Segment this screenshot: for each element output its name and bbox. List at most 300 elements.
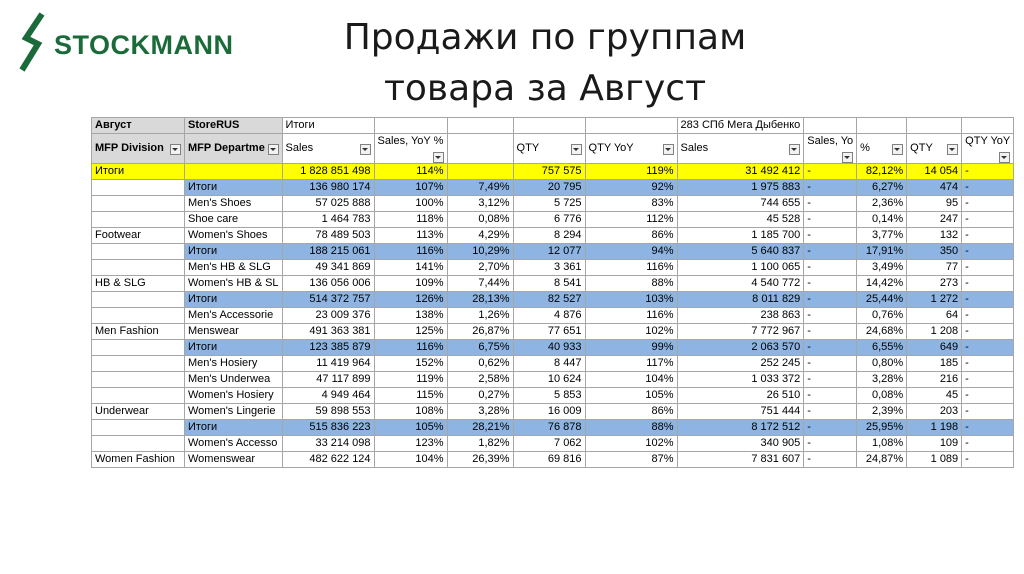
table-cell: 2,39% bbox=[857, 404, 907, 420]
table-cell: 0,27% bbox=[447, 388, 513, 404]
table-cell: 340 905 bbox=[677, 436, 804, 452]
header-cell bbox=[907, 118, 962, 134]
header-cell: Август bbox=[92, 118, 185, 134]
grand-total-cell bbox=[447, 164, 513, 180]
table-cell: - bbox=[804, 436, 857, 452]
table-cell: 26,87% bbox=[447, 324, 513, 340]
column-header-label: MFP Departme bbox=[188, 142, 265, 154]
division-cell bbox=[92, 244, 185, 260]
grand-total-row bbox=[92, 164, 1014, 180]
division-cell bbox=[92, 212, 185, 228]
column-header-label: Sales, YoY % bbox=[377, 135, 444, 147]
table-cell: - bbox=[962, 372, 1014, 388]
table-cell: 1,82% bbox=[447, 436, 513, 452]
table-cell: 87% bbox=[585, 452, 677, 468]
table-cell: 78 489 503 bbox=[282, 228, 374, 244]
grand-total-cell: 14 054 bbox=[907, 164, 962, 180]
table-cell: - bbox=[962, 356, 1014, 372]
table-cell: Women's Accesso bbox=[185, 436, 283, 452]
subtotal-row bbox=[92, 180, 1014, 196]
table-cell: 3,28% bbox=[857, 372, 907, 388]
table-cell: 1 975 883 bbox=[677, 180, 804, 196]
table-cell: 119% bbox=[374, 372, 447, 388]
table-cell: Men's Underwea bbox=[185, 372, 283, 388]
table-cell: 25,95% bbox=[857, 420, 907, 436]
grand-total-cell: 31 492 412 bbox=[677, 164, 804, 180]
table-cell: 24,87% bbox=[857, 452, 907, 468]
table-cell: 100% bbox=[374, 196, 447, 212]
table-cell: - bbox=[962, 196, 1014, 212]
table-cell: Women's Shoes bbox=[185, 228, 283, 244]
header-cell: 283 СПб Мега Дыбенко bbox=[677, 118, 804, 134]
column-header-label: QTY bbox=[910, 142, 933, 154]
table-cell: 40 933 bbox=[513, 340, 585, 356]
table-cell: 5 853 bbox=[513, 388, 585, 404]
table-cell: 88% bbox=[585, 420, 677, 436]
table-cell: Итоги bbox=[185, 292, 283, 308]
table-cell: 116% bbox=[374, 340, 447, 356]
table-cell: 4 876 bbox=[513, 308, 585, 324]
table-cell: - bbox=[962, 420, 1014, 436]
table-cell: - bbox=[804, 372, 857, 388]
table-cell: 77 bbox=[907, 260, 962, 276]
logo-wordmark: STOCKMANN bbox=[54, 30, 234, 60]
column-header-label: QTY YoY bbox=[588, 142, 634, 154]
table-cell: 6,27% bbox=[857, 180, 907, 196]
column-header[interactable] bbox=[857, 134, 907, 164]
table-cell: 514 372 757 bbox=[282, 292, 374, 308]
table-cell: 132 bbox=[907, 228, 962, 244]
table-cell: 1 089 bbox=[907, 452, 962, 468]
table-row bbox=[92, 212, 1014, 228]
subtotal-row bbox=[92, 292, 1014, 308]
table-cell: 3 361 bbox=[513, 260, 585, 276]
table-cell: 1 100 065 bbox=[677, 260, 804, 276]
sales-table bbox=[91, 117, 1014, 468]
table-cell: 3,49% bbox=[857, 260, 907, 276]
table-cell: 0,80% bbox=[857, 356, 907, 372]
table-cell: 136 056 006 bbox=[282, 276, 374, 292]
table-cell: 2,58% bbox=[447, 372, 513, 388]
header-cell bbox=[513, 118, 585, 134]
table-cell: 136 980 174 bbox=[282, 180, 374, 196]
table-cell: - bbox=[804, 244, 857, 260]
column-header[interactable] bbox=[907, 134, 962, 164]
table-cell: 104% bbox=[374, 452, 447, 468]
filter-dropdown-icon[interactable] bbox=[268, 144, 279, 155]
division-cell bbox=[92, 356, 185, 372]
grand-total-cell: - bbox=[804, 164, 857, 180]
table-cell: 33 214 098 bbox=[282, 436, 374, 452]
table-cell: 3,12% bbox=[447, 196, 513, 212]
table-cell: 69 816 bbox=[513, 452, 585, 468]
header-cell: Итоги bbox=[282, 118, 374, 134]
table-cell: 1,08% bbox=[857, 436, 907, 452]
table-cell: 2,36% bbox=[857, 196, 907, 212]
table-cell: 8 447 bbox=[513, 356, 585, 372]
table-cell: - bbox=[804, 340, 857, 356]
table-row bbox=[92, 452, 1014, 468]
table-cell: 57 025 888 bbox=[282, 196, 374, 212]
table-row bbox=[92, 276, 1014, 292]
table-cell: 24,68% bbox=[857, 324, 907, 340]
table-row bbox=[92, 308, 1014, 324]
table-cell: 64 bbox=[907, 308, 962, 324]
table-cell: 0,14% bbox=[857, 212, 907, 228]
header-cell bbox=[962, 118, 1014, 134]
table-cell: - bbox=[804, 196, 857, 212]
table-cell: 17,91% bbox=[857, 244, 907, 260]
table-cell: Men's Shoes bbox=[185, 196, 283, 212]
table-cell: 141% bbox=[374, 260, 447, 276]
header-cell bbox=[804, 118, 857, 134]
column-header[interactable] bbox=[962, 134, 1014, 164]
table-cell: Итоги bbox=[185, 180, 283, 196]
table-cell: 4 540 772 bbox=[677, 276, 804, 292]
column-header-label: QTY bbox=[516, 142, 540, 154]
table-cell: 0,08% bbox=[447, 212, 513, 228]
table-cell: 6,75% bbox=[447, 340, 513, 356]
column-header-label: % bbox=[860, 142, 870, 154]
table-cell: - bbox=[804, 260, 857, 276]
table-cell: 77 651 bbox=[513, 324, 585, 340]
table-cell: 1 185 700 bbox=[677, 228, 804, 244]
table-cell: 108% bbox=[374, 404, 447, 420]
table-cell: Women's Lingerie bbox=[185, 404, 283, 420]
table-cell: 1 208 bbox=[907, 324, 962, 340]
table-cell: - bbox=[962, 292, 1014, 308]
division-cell: Underwear bbox=[92, 404, 185, 420]
column-header-label: MFP Division bbox=[95, 142, 164, 154]
division-cell bbox=[92, 340, 185, 356]
table-cell: - bbox=[962, 260, 1014, 276]
table-cell: 115% bbox=[374, 388, 447, 404]
table-cell: 103% bbox=[585, 292, 677, 308]
table-cell: Итоги bbox=[185, 244, 283, 260]
table-cell: 86% bbox=[585, 228, 677, 244]
table-cell: 105% bbox=[374, 420, 447, 436]
table-cell: 7 062 bbox=[513, 436, 585, 452]
table-cell: 12 077 bbox=[513, 244, 585, 260]
title-line-1: Продажи по группам bbox=[343, 17, 747, 58]
table-cell: - bbox=[962, 180, 1014, 196]
table-cell: - bbox=[804, 276, 857, 292]
filter-dropdown-icon[interactable] bbox=[571, 144, 582, 155]
table-cell: - bbox=[962, 436, 1014, 452]
division-cell bbox=[92, 372, 185, 388]
table-cell: 751 444 bbox=[677, 404, 804, 420]
table-cell: 216 bbox=[907, 372, 962, 388]
table-cell: 6,55% bbox=[857, 340, 907, 356]
stockmann-logo bbox=[12, 8, 262, 74]
filter-dropdown-icon[interactable] bbox=[360, 144, 371, 155]
table-cell: - bbox=[804, 180, 857, 196]
table-row bbox=[92, 260, 1014, 276]
column-header[interactable] bbox=[804, 134, 857, 164]
table-cell: 49 341 869 bbox=[282, 260, 374, 276]
table-cell: 45 bbox=[907, 388, 962, 404]
division-cell bbox=[92, 420, 185, 436]
table-cell: 649 bbox=[907, 340, 962, 356]
table-cell: 86% bbox=[585, 404, 677, 420]
grand-total-cell: 114% bbox=[374, 164, 447, 180]
table-cell: Menswear bbox=[185, 324, 283, 340]
table-cell: 59 898 553 bbox=[282, 404, 374, 420]
header-cell bbox=[447, 118, 513, 134]
table-row bbox=[92, 324, 1014, 340]
table-cell: - bbox=[804, 404, 857, 420]
table-cell: - bbox=[962, 276, 1014, 292]
table-row bbox=[92, 404, 1014, 420]
table-cell: 105% bbox=[585, 388, 677, 404]
stockmann-s-icon bbox=[12, 8, 52, 74]
table-cell: 23 009 376 bbox=[282, 308, 374, 324]
table-cell: 113% bbox=[374, 228, 447, 244]
table-cell: 109% bbox=[374, 276, 447, 292]
table-cell: 116% bbox=[585, 260, 677, 276]
table-cell: 8 541 bbox=[513, 276, 585, 292]
table-cell: 7 772 967 bbox=[677, 324, 804, 340]
table-cell: - bbox=[804, 388, 857, 404]
table-row bbox=[92, 228, 1014, 244]
header-cell bbox=[374, 118, 447, 134]
table-cell: - bbox=[962, 244, 1014, 260]
table-cell: 152% bbox=[374, 356, 447, 372]
table-cell: - bbox=[962, 308, 1014, 324]
grand-total-cell: 119% bbox=[585, 164, 677, 180]
division-cell bbox=[92, 292, 185, 308]
table-cell: 14,42% bbox=[857, 276, 907, 292]
filter-dropdown-icon[interactable] bbox=[892, 144, 903, 155]
table-cell: 8 172 512 bbox=[677, 420, 804, 436]
column-header[interactable] bbox=[92, 134, 185, 164]
table-row bbox=[92, 196, 1014, 212]
division-cell bbox=[92, 308, 185, 324]
division-cell bbox=[92, 180, 185, 196]
table-cell: 5 725 bbox=[513, 196, 585, 212]
grand-total-cell: 757 575 bbox=[513, 164, 585, 180]
subtotal-row bbox=[92, 420, 1014, 436]
table-cell: 123 385 879 bbox=[282, 340, 374, 356]
header-row-2 bbox=[92, 134, 1014, 164]
header-cell: StoreRUS bbox=[185, 118, 283, 134]
table-cell: Women's HB & SL bbox=[185, 276, 283, 292]
table-cell: 6 776 bbox=[513, 212, 585, 228]
page-title bbox=[300, 12, 790, 114]
table-cell: 474 bbox=[907, 180, 962, 196]
table-cell: 20 795 bbox=[513, 180, 585, 196]
filter-dropdown-icon[interactable] bbox=[789, 144, 800, 155]
table-cell: - bbox=[962, 388, 1014, 404]
table-cell: - bbox=[962, 324, 1014, 340]
table-cell: 1 464 783 bbox=[282, 212, 374, 228]
grand-total-cell: 1 828 851 498 bbox=[282, 164, 374, 180]
table-cell: 92% bbox=[585, 180, 677, 196]
table-cell: 7,44% bbox=[447, 276, 513, 292]
table-cell: 112% bbox=[585, 212, 677, 228]
division-cell bbox=[92, 388, 185, 404]
table-cell: 76 878 bbox=[513, 420, 585, 436]
table-cell: - bbox=[804, 228, 857, 244]
table-cell: 4 949 464 bbox=[282, 388, 374, 404]
table-cell: 185 bbox=[907, 356, 962, 372]
table-cell: 491 363 381 bbox=[282, 324, 374, 340]
table-cell: 7 831 607 bbox=[677, 452, 804, 468]
table-cell: 25,44% bbox=[857, 292, 907, 308]
table-cell: - bbox=[804, 420, 857, 436]
filter-dropdown-icon[interactable] bbox=[170, 144, 181, 155]
column-header[interactable] bbox=[447, 134, 513, 164]
table-cell: 2,70% bbox=[447, 260, 513, 276]
header-cell bbox=[857, 118, 907, 134]
table-cell: 26 510 bbox=[677, 388, 804, 404]
table-cell: 7,49% bbox=[447, 180, 513, 196]
table-cell: 125% bbox=[374, 324, 447, 340]
table-cell: Women's Hosiery bbox=[185, 388, 283, 404]
table-cell: 3,28% bbox=[447, 404, 513, 420]
table-cell: 116% bbox=[585, 308, 677, 324]
table-row bbox=[92, 388, 1014, 404]
table-cell: 2 063 570 bbox=[677, 340, 804, 356]
table-cell: - bbox=[962, 340, 1014, 356]
table-cell: 138% bbox=[374, 308, 447, 324]
table-cell: - bbox=[804, 452, 857, 468]
filter-dropdown-icon[interactable] bbox=[663, 144, 674, 155]
table-cell: 8 294 bbox=[513, 228, 585, 244]
grand-total-cell bbox=[185, 164, 283, 180]
table-cell: 1,26% bbox=[447, 308, 513, 324]
division-cell bbox=[92, 260, 185, 276]
table-cell: 10 624 bbox=[513, 372, 585, 388]
table-row bbox=[92, 356, 1014, 372]
table-cell: 3,77% bbox=[857, 228, 907, 244]
table-cell: 5 640 837 bbox=[677, 244, 804, 260]
table-cell: - bbox=[962, 228, 1014, 244]
table-cell: 28,13% bbox=[447, 292, 513, 308]
table-cell: 104% bbox=[585, 372, 677, 388]
table-cell: 16 009 bbox=[513, 404, 585, 420]
table-cell: 203 bbox=[907, 404, 962, 420]
table-cell: 4,29% bbox=[447, 228, 513, 244]
column-header[interactable] bbox=[185, 134, 283, 164]
header-cell bbox=[585, 118, 677, 134]
table-cell: 188 215 061 bbox=[282, 244, 374, 260]
table-cell: - bbox=[804, 308, 857, 324]
table-cell: Womenswear bbox=[185, 452, 283, 468]
table-cell: 95 bbox=[907, 196, 962, 212]
table-cell: 123% bbox=[374, 436, 447, 452]
table-cell: 45 528 bbox=[677, 212, 804, 228]
table-cell: 109 bbox=[907, 436, 962, 452]
table-cell: 118% bbox=[374, 212, 447, 228]
table-cell: 26,39% bbox=[447, 452, 513, 468]
table-cell: 107% bbox=[374, 180, 447, 196]
filter-dropdown-icon[interactable] bbox=[433, 152, 444, 163]
grand-total-cell: Итоги bbox=[92, 164, 185, 180]
table-cell: 515 836 223 bbox=[282, 420, 374, 436]
table-cell: 102% bbox=[585, 436, 677, 452]
division-cell bbox=[92, 196, 185, 212]
table-cell: 99% bbox=[585, 340, 677, 356]
column-header[interactable] bbox=[677, 134, 804, 164]
table-cell: 0,62% bbox=[447, 356, 513, 372]
division-cell: Women Fashion bbox=[92, 452, 185, 468]
division-cell: HB & SLG bbox=[92, 276, 185, 292]
table-cell: 273 bbox=[907, 276, 962, 292]
table-cell: 47 117 899 bbox=[282, 372, 374, 388]
table-cell: 94% bbox=[585, 244, 677, 260]
column-header[interactable] bbox=[374, 134, 447, 164]
subtotal-row bbox=[92, 244, 1014, 260]
subtotal-row bbox=[92, 340, 1014, 356]
column-header-label: QTY YoY bbox=[965, 135, 1011, 147]
table-cell: 1 033 372 bbox=[677, 372, 804, 388]
table-cell: Shoe care bbox=[185, 212, 283, 228]
table-cell: - bbox=[804, 324, 857, 340]
table-cell: 82 527 bbox=[513, 292, 585, 308]
division-cell: Men Fashion bbox=[92, 324, 185, 340]
column-header-label: Sales, Yo bbox=[807, 135, 854, 147]
table-cell: Men's Accessorie bbox=[185, 308, 283, 324]
table-cell: - bbox=[962, 404, 1014, 420]
table-cell: 252 245 bbox=[677, 356, 804, 372]
table-cell: - bbox=[804, 212, 857, 228]
table-cell: 238 863 bbox=[677, 308, 804, 324]
table-cell: - bbox=[962, 212, 1014, 228]
table-cell: - bbox=[804, 356, 857, 372]
table-cell: 28,21% bbox=[447, 420, 513, 436]
table-row bbox=[92, 436, 1014, 452]
column-header[interactable] bbox=[282, 134, 374, 164]
header-row-1 bbox=[92, 118, 1014, 134]
table-cell: 350 bbox=[907, 244, 962, 260]
table-cell: Men's HB & SLG bbox=[185, 260, 283, 276]
column-header[interactable] bbox=[585, 134, 677, 164]
table-cell: 126% bbox=[374, 292, 447, 308]
table-cell: 88% bbox=[585, 276, 677, 292]
title-line-2: товара за Август bbox=[383, 68, 707, 109]
table-row bbox=[92, 372, 1014, 388]
table-cell: 1 272 bbox=[907, 292, 962, 308]
table-cell: 8 011 829 bbox=[677, 292, 804, 308]
table-cell: - bbox=[804, 292, 857, 308]
column-header-label: Sales bbox=[680, 142, 709, 154]
table-cell: 83% bbox=[585, 196, 677, 212]
table-cell: 11 419 964 bbox=[282, 356, 374, 372]
filter-dropdown-icon[interactable] bbox=[947, 144, 958, 155]
table-cell: 482 622 124 bbox=[282, 452, 374, 468]
grand-total-cell: - bbox=[962, 164, 1014, 180]
filter-dropdown-icon[interactable] bbox=[999, 152, 1010, 163]
division-cell: Footwear bbox=[92, 228, 185, 244]
table-cell: 744 655 bbox=[677, 196, 804, 212]
column-header-label: Sales bbox=[285, 142, 314, 154]
table-cell: 116% bbox=[374, 244, 447, 260]
filter-dropdown-icon[interactable] bbox=[842, 152, 853, 163]
grand-total-cell: 82,12% bbox=[857, 164, 907, 180]
division-cell bbox=[92, 436, 185, 452]
table-cell: 1 198 bbox=[907, 420, 962, 436]
table-cell: 117% bbox=[585, 356, 677, 372]
table-cell: 247 bbox=[907, 212, 962, 228]
table-cell: 0,76% bbox=[857, 308, 907, 324]
table-cell: Итоги bbox=[185, 420, 283, 436]
column-header[interactable] bbox=[513, 134, 585, 164]
table-cell: 10,29% bbox=[447, 244, 513, 260]
table-cell: 0,08% bbox=[857, 388, 907, 404]
table-cell: Итоги bbox=[185, 340, 283, 356]
table-cell: - bbox=[962, 452, 1014, 468]
